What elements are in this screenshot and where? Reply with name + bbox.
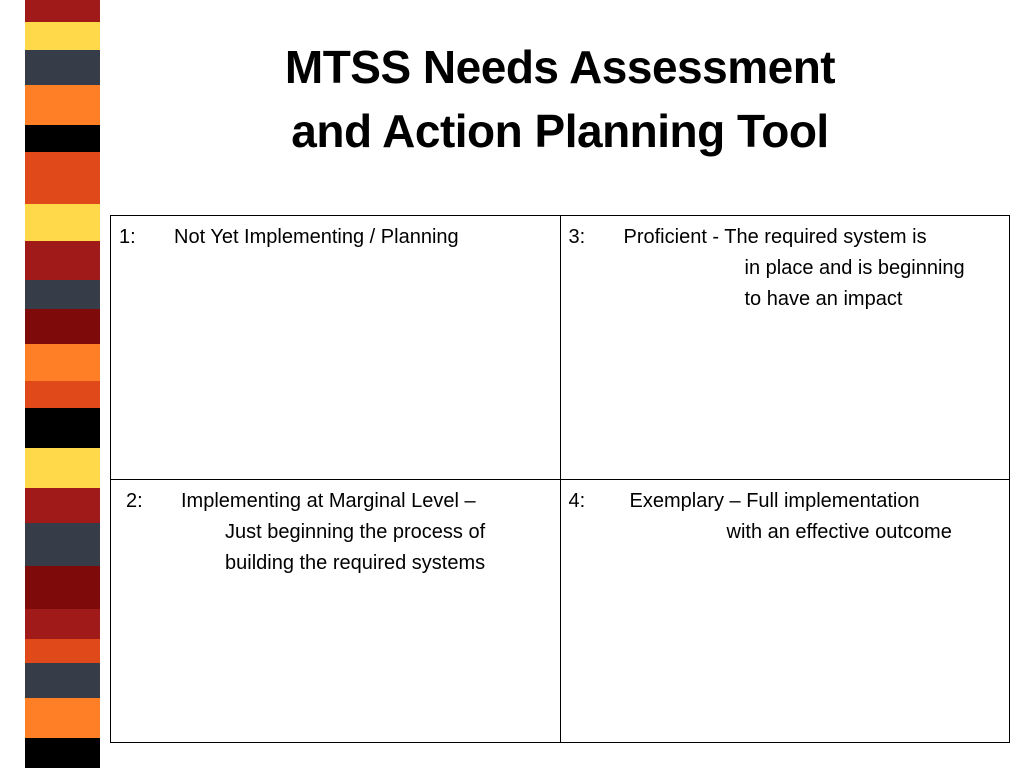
cell-line xyxy=(119,517,552,548)
rating-number: 4: xyxy=(568,489,586,512)
rating-number: 3: xyxy=(568,226,586,248)
cell-line xyxy=(569,486,1002,517)
rating-text: Proficient - The required system is xyxy=(623,226,927,248)
cell-line xyxy=(119,222,552,253)
stripe-segment xyxy=(25,738,100,768)
cell-line xyxy=(119,548,552,579)
stripe-segment xyxy=(25,523,100,566)
stripe-segment xyxy=(25,280,100,310)
rating-text: Just beginning the process of xyxy=(225,520,486,543)
stripe-segment xyxy=(25,408,100,448)
rating-scale-table xyxy=(110,215,1010,743)
title-line-1: MTSS Needs Assessment xyxy=(284,41,836,93)
rating-cell-2 xyxy=(111,479,561,743)
stripe-segment xyxy=(25,663,100,698)
stripe-segment xyxy=(25,22,100,50)
stripe-segment xyxy=(25,639,100,663)
title-line-2: and Action Planning Tool xyxy=(291,105,829,157)
rating-text: building the required systems xyxy=(225,551,486,574)
stripe-segment xyxy=(25,0,100,22)
decorative-stripe-bar xyxy=(25,0,100,768)
cell-line xyxy=(569,253,1002,284)
stripe-segment xyxy=(25,50,100,85)
cell-line xyxy=(569,222,1002,253)
slide-title xyxy=(110,35,1010,163)
stripe-segment xyxy=(25,85,100,125)
stripe-segment xyxy=(25,609,100,639)
stripe-segment xyxy=(25,698,100,738)
rating-text: to have an impact xyxy=(744,288,903,310)
rating-text: Exemplary – Full implementation xyxy=(629,489,920,512)
stripe-segment xyxy=(25,125,100,152)
rating-cell-1 xyxy=(111,216,561,480)
stripe-segment xyxy=(25,488,100,523)
stripe-segment xyxy=(25,241,100,280)
rating-cell-4 xyxy=(560,479,1010,743)
stripe-segment xyxy=(25,566,100,609)
rating-number: 2: xyxy=(126,489,143,512)
cell-line xyxy=(569,517,1002,548)
rating-text: Not Yet Implementing / Planning xyxy=(174,226,459,248)
rating-text: Implementing at Marginal Level – xyxy=(181,489,476,512)
rating-number: 1: xyxy=(119,226,136,248)
stripe-segment xyxy=(25,152,100,204)
cell-line xyxy=(119,486,552,517)
cell-line xyxy=(569,284,1002,315)
stripe-segment xyxy=(25,381,100,408)
stripe-segment xyxy=(25,344,100,380)
stripe-segment xyxy=(25,204,100,240)
stripe-segment xyxy=(25,309,100,344)
table-row xyxy=(111,216,1010,480)
rating-text: with an effective outcome xyxy=(726,520,952,543)
rating-cell-3 xyxy=(560,216,1010,480)
stripe-segment xyxy=(25,448,100,488)
rating-text: in place and is beginning xyxy=(744,257,965,279)
table-row xyxy=(111,479,1010,743)
